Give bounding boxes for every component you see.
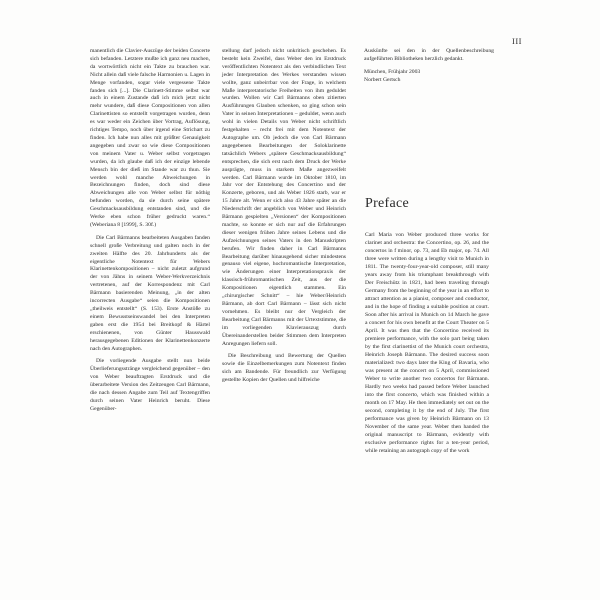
- english-paragraph: Carl Maria von Weber produced three works for clarinet and orchestra: the Concertino, op. 26, and the concertos in f minor, op. 73, and Eb major, op. 74. All three were written during a lengthy visit to Munich in 1811. The twenty-four-year-old composer, still many years away from his triumphant breakthrough with Der Freischütz in 1821, had been traveling through Germany from the beginning of the year in an effort to attract attention as a pianist, composer and conductor, and in the hope of finding a suitable position at court. Soon after his arrival in Munich on 14 March he gave a concert for his own benefit at the Court Theater on 5 April. It was then that the Concertino received its premiere performance, with the solo part being taken by the first clarinettist of the Munich court orchestra, Heinrich Joseph Bärmann. The desired success soon materialized: two days later the King of Bavaria, who was present at the concert on 5 April, commissioned Weber to write another two concertos for Bärmann. Hardly two weeks had passed before Weber launched into the first concerto, which was finished within a month on 17 May. He then immediately set out on the second, completing it by the end of July. The first performance was given by Heinrich Bärmann on 13 November of the same year. Weber then handed the original manuscript to Bärmann, evidently with exclusive performance rights for a ten-year period, while retaining an autograph copy of the work: [365, 232, 489, 454]
- german-paragraph: Die Carl Bärmanns bearbeiteten Ausgaben fanden schnell große Verbreitung und galten noch in der zweiten Hälfte des 20. Jahrhunderts als der eigentliche Notentext für Webers Klarinettenkompositionen – nicht zuletzt aufgrund der von Jähns in seinem Weber-Werkverzeichnis vertretenen, auf der Korrespondenz mit Carl Bärmann basierenden Meinung, „in der alten incorrecten Ausgabe“ seien die Kompositionen „theilweis entstellt“ (S. 153). Erste Anstöße zu einem Bewusstseinswandel bei den Interpreten gaben erst die 1954 bei Breitkopf & Härtel erschienenen, von Günter Hausswald herausgegebenen Editionen der Klarinettenkonzerte nach den Autographen.: [90, 234, 210, 352]
- signoff-author: Norbert Gertsch: [364, 76, 401, 83]
- signoff-place-date: München, Frühjahr 2003: [364, 68, 421, 75]
- german-column-1: [90, 48, 210, 419]
- preface-heading: Preface: [365, 196, 410, 211]
- german-paragraph: Auskünfte sei den in der Quellenbeschreibung aufgeführten Bibliotheken herzlich gedankt.: [364, 48, 494, 62]
- german-paragraph: Die Beschreibung und Bewertung der Quellen sowie die Einzelbemerkungen zum Notentext finden sich am Bandende. Für freundlich zur Verfügung gestellte Kopien der Quellen und hilfreiche: [222, 353, 346, 384]
- signoff: [364, 69, 494, 85]
- german-paragraph: stellung darf jedoch nicht unkritisch geschehen. Es besteht kein Zweifel, dass Weber den im Erstdruck veröffentlichten Notentext als den verbindlichen Text jeder Interpretation des Werkes verstanden wissen wollte, ganz unbeirrbar von der Frage, in welchem Maße interpretatorische Freiheiten von ihm geduldet wurden. Wollen wir Carl Bärmanns oben zitierten Ausführungen Glauben schenken, so ging schon sein Vater in seinen Interpretationen – geduldet, wenn auch wohl in vielen Details von Weber nicht schriftlich festgehalten – recht frei mit dem Notentext der Autographe um. Ob jedoch die von Carl Bärmann angegebenen Bearbeitungen der Soloklarinette tatsächlich Webers „spätere Geschmacksausbildung“ entsprechen, die sich erst nach dem Druck der Werke ausprägte, muss in starkem Maße angezweifelt werden. Carl Bärmann wurde im Oktober 1810, im Jahr vor der Entstehung des Concertino und der Konzerte, geboren, und als Weber 1826 starb, war er 15 Jahre alt. Wenn er sich also 43 Jahre später an die Niederschrift der angeblich von Weber und Heinrich Bärmann gespielten „Versionen“ der Kompositionen machte, so konnte er sich nur auf die Erfahrungen dieser wenigen frühen Jahre seines Lebens und die Aufzeichnungen seines Vaters in den Manuskripten berufen. Wir finden daher in Carl Bärmanns Bearbeitung darüber hinausgehend sicher mindestens genauso viel eigene, hochromantische Interpretation, wie Änderungen einer Interpretationspraxis der klassisch-frühromantischen Zeit, aus der die Kompositionen eigentlich stammen. Ein „chirurgischer Schnitt“ – hie Weber/Heinrich Bärmann, ab dort Carl Bärmann – lässt sich nicht vornehmen. Es bleibt nur der Vergleich der Bearbeitung Carl Bärmanns mit der Urtextstimme, die im vorliegenden Klavierauszug durch Übereinanderstellen beider Stimmen dem Interpreten Anregungen liefern soll.: [222, 48, 346, 347]
- german-paragraph: manentlich die Clavier-Auszüge der beiden Concerte sich befanden. Letztere mußte ich ganz neu machen, da wortwörtlich nicht ein Takte zu brauchen war. Nicht allein daß viele falsche Harmonien u. Lagen in Menge vorfanden, sogar viele vergessene Takte fanden sich [...]. Die Clarinett-Stimme selbst war auch in einem Zustande daß ich mich jetzt nicht mehr wundere, daß diese Compositionen von allen Clarinettisten so entstellt vorgetragen wurden, denn es war weder ein Zeichen über Vortrag, Auflösung, richtiges Tempo, noch über irgend eine Strichart zu finden. Ich habe nun alles mit größter Genauigkeit angegeben und zwar so wie diese Compositionen von meinem Vater u. Weber selbst vorgetragen wurden, da ich glaube daß ich der einzige lebende Mensch bin der dieß im Stande war zu thun. Sie werden wohl manche Abweichungen in Bezeichnungen finden, doch sind diese Abweichungen alle von Weber selbst für nöthig befunden worden, da sie durch seine spätere Geschmacksausbildung entstanden sind, und die Werke eben schon früher gedruckt waren.“ (Weberiana 8 [1999], S. 30f.): [90, 48, 210, 228]
- english-column: [365, 231, 489, 455]
- german-column-2: [222, 48, 346, 390]
- german-paragraph: Die vorliegende Ausgabe stellt nun beide Überlieferungsstränge vergleichend gegenüber – den von Weber beauftragten Erstdruck und die überarbeitete Version des Zeitzeugen Carl Bärmann, die nach dessen Angabe zum Teil auf Textengriffen durch seinen Vater Heinrich beruht. Diese Gegenüber-: [90, 358, 210, 412]
- german-column-3: [364, 48, 494, 85]
- page-number: III: [512, 36, 522, 46]
